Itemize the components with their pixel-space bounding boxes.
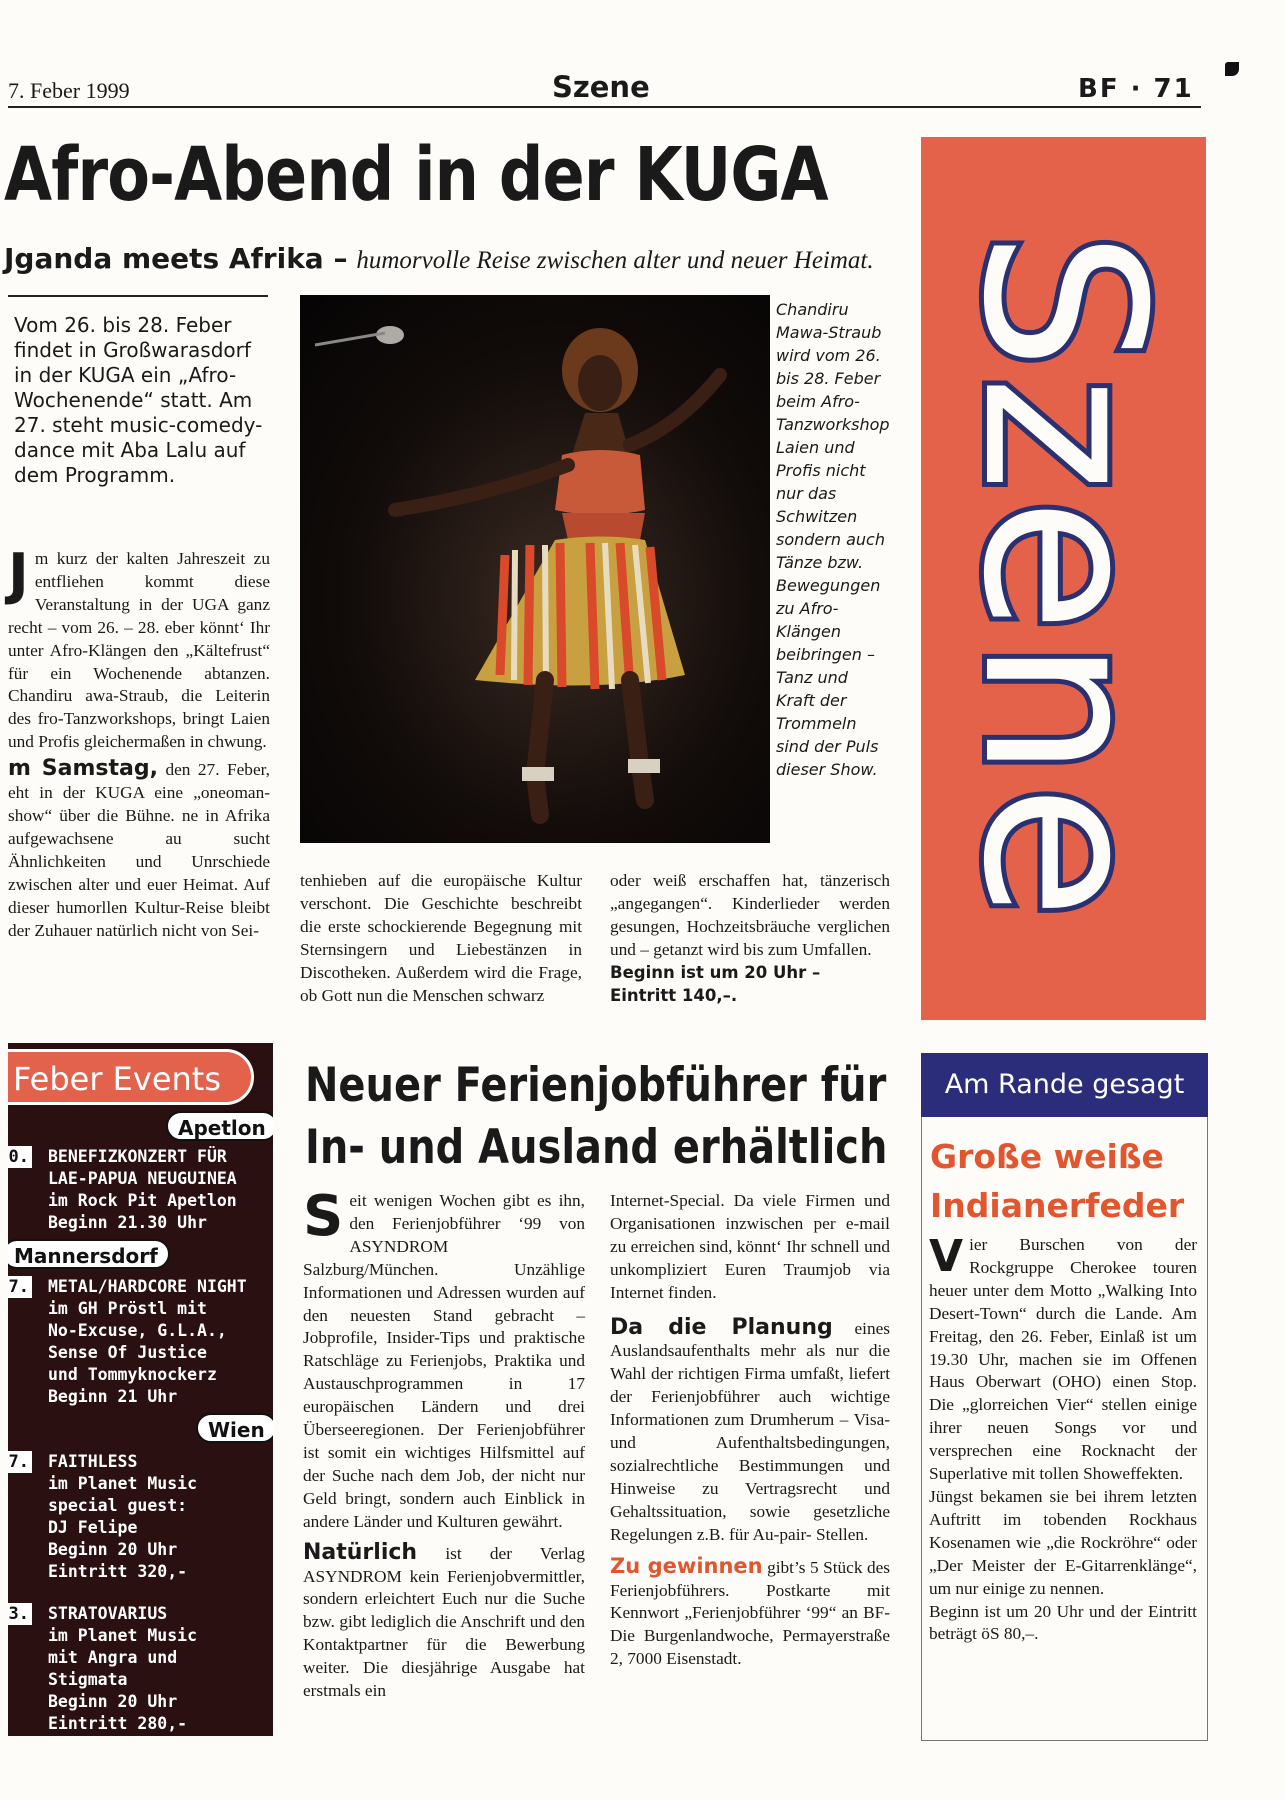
events-box (8, 1043, 273, 1736)
subhead-italic: humorvolle Reise zwischen alter und neuer Heimat. (356, 247, 874, 274)
location-wien: Wien (196, 1413, 273, 1443)
article-column-2: tenhieben auf die europäische Kultur verschont. Die Geschichte beschreibt die erste schockierende Begegnung mit Sternsingern und Liebestänzen in Discotheken. Außerdem wird die Frage, ob Gott nun die Menschen schwarz (300, 871, 582, 1005)
article2-body-2: ist der Verlag ASYNDROM kein Ferienjobvermittler, sondern erleichtert Euch nur die Suche bzw. gibt lediglich die Anschrift und den Kontaktpartner für die Bewerbung weiter. Die diesjährige Ausgabe hat erstmals ein (303, 1543, 585, 1701)
article-body-1: m kurz der kalten Jahreszeit zu entfliehen kommt diese Veranstaltung in der UGA ganz recht – vom 26. – 28. eber könnt‘ Ihr unter Afro-Klängen den „Kältefrust“ für ein Wochenende abtanzen. Chandiru awa-Straub, die Leiterin des fro-Tanzworkshops, bringt Laien und Profis gleichermaßen in chwung. (8, 549, 270, 752)
article2-headline-line1: Neuer Ferienjobführer für (305, 1058, 887, 1113)
article2-body-5: gibt’s 5 Stück des Ferienjobführers. Postkarte mit Kennwort „Ferienjobführer ‘99“ an BF-Die Burgenlandwoche, Permayerstraße 2, 7000 Eisenstadt. (610, 1557, 890, 1669)
event-text: STRATOVARIUS im Planet Music mit Angra und Stigmata Beginn 20 Uhr Eintritt 280,- (48, 1604, 198, 1733)
dancer-photo (300, 295, 770, 843)
event-text: METAL/HARDCORE NIGHT im GH Pröstl mit No-Excuse, G.L.A., Sense Of Justice und Tommyknockerz Beginn 21 Uhr (48, 1277, 247, 1406)
runin-head: Natürlich (303, 1539, 418, 1565)
article2-body-4: eines Auslandsaufenthalts mehr als nur die Wahl der richtigen Firma umfaßt, liefert der Ferienjobführer auch wichtige Informationen zum Drumherum – Visa- und Aufenthaltsbedingungen, sozialrechtliche Bestimmungen und Hinweise zu Vertragsrecht und Gehaltssituation, sowie gesetzliche Regelungen z.B. für Au-pair- Stellen. (610, 1318, 891, 1544)
runin-head: Da die Planung (610, 1314, 833, 1340)
location-apetlon: Apetlon (166, 1111, 273, 1141)
event-text: BENEFIZKONZERT FÜR LAE-PAPUA NEUGUINEA im Rock Pit Apetlon Beginn 21.30 Uhr (48, 1147, 237, 1232)
rande-body-2: Jüngst bekamen sie bei ihrem letzten Auftritt im tobenden Rockhaus Kosenamen wie „die Rockröhre“ oder „Der Meister der E-Gitarrenklänge“, um nur einige zu nennen. (929, 1486, 1197, 1598)
rande-body-1: ier Burschen von der Rockgruppe Cherokee touren heuer unter dem Motto „Walking Into Desert-Town“ durch die Lande. Am Freitag, den 26. Feber, Einlaß ist um 19.30 Uhr, machen sie im Offenen Haus Oberwart (OHO) einen Stop. Die „glorreichen Vier“ stellen einige ihrer neuen Songs vor und versprechen eine Rocknacht der Superlative mit tollen Showeffekten. (929, 1235, 1197, 1484)
dropcap: V (929, 1231, 964, 1282)
article-column-3 (610, 870, 890, 1007)
location-mannersdorf: Mannersdorf (8, 1239, 170, 1269)
header-rule (8, 106, 1201, 108)
article2-body-1: eit wenigen Wochen gibt es ihn, den Ferienjobführer ‘99 von ASYNDROM Salzburg/München. Unzählige Informationen und Adressen wurden auf den neuesten Stand gebracht – Jobprofile, Insider-Tips und praktische Ratschläge zu Ferienjobs, Praktika und Austauschprogrammen in 17 europäischen Ländern und drei Überseeregionen. Der Ferienjobführer ist somit ein wichtiges Hilfsmittel auf der Suche nach dem Job, der nicht nur Geld bringt, sondern auch Einblick in andere Länder und Kulturen gewährt. (303, 1191, 585, 1531)
events-title: Feber Events (8, 1049, 254, 1105)
corner-mark (1225, 62, 1239, 76)
runin-head: m Samstag, (8, 756, 158, 782)
article-lead: Vom 26. bis 28. Feber findet in Großwarasdorf in der KUGA ein „Afro-Wochenende“ statt. Am 27. steht music-comedy-dance mit Aba Lalu auf dem Programm. (14, 313, 263, 487)
event-day: 3. (8, 1603, 32, 1625)
lead-rule (8, 295, 268, 297)
article-body-2: den 27. Feber, eht in der KUGA eine „oneoman-show“ über die Bühne. ne in Afrika aufgewachsene au sucht Ähnlichkeiten und Unrschiede zwischen alter und euer Heimat. Auf dieser humorllen Kultur-Reise bleibt der Zuhauer natürlich nicht von Sei- (8, 760, 270, 940)
photo-caption: Chandiru Mawa-Straub wird vom 26. bis 28. Feber beim Afro-Tanzworkshop Laien und Profis nicht nur das Schwitzen sondern auch Tänze bzw. Bewegungen zu Afro-Klängen beibringen – Tanz und Kraft der Trommeln sind der Puls dieser Show. (776, 300, 890, 779)
article-subhead (4, 242, 874, 275)
rande-body (929, 1231, 1197, 1646)
info-line-2: Eintritt 140,–. (610, 985, 738, 1005)
dropcap: J (8, 542, 29, 607)
article2-headline (305, 1055, 887, 1179)
event-day: 0. (8, 1146, 32, 1168)
szene-vertical-box (921, 137, 1206, 1020)
section-title: Szene (552, 70, 650, 104)
article2-headline-line2: In- und Ausland erhältlich (305, 1120, 888, 1175)
article-headline: Afro-Abend in der KUGA (4, 132, 828, 218)
dancer-illustration (300, 295, 770, 843)
event-day: 7. (8, 1451, 32, 1473)
dropcap: S (303, 1184, 344, 1249)
issue-date: 7. Feber 1999 (8, 78, 130, 103)
page-number: BF · 71 (1078, 74, 1194, 104)
article-body-3: oder weiß erschaffen hat, tänzerisch „angegangen“. Kinderlieder werden gesungen, Hochzeitsbräuche verglichen und – getanzt wird bis zum Umfallen. (610, 871, 890, 959)
runin-head-orange: Zu gewinnen (610, 1553, 763, 1578)
article2-body-3: Internet-Special. Da viele Firmen und Organisationen inzwischen per e-mail zu erreichen sind, könnt‘ Ihr schnell und unkompliziert Euren Traumjob via Internet finden. (610, 1191, 890, 1302)
event-text: FAITHLESS im Planet Music special guest: DJ Felipe Beginn 20 Uhr Eintritt 320,- (48, 1452, 198, 1581)
rande-body-3: Beginn ist um 20 Uhr und der Eintritt beträgt öS 80,–. (929, 1601, 1197, 1644)
article-column-1 (8, 542, 270, 942)
article2-column-1 (303, 1184, 585, 1703)
event-day: 7. (8, 1276, 32, 1298)
article2-column-2 (610, 1190, 890, 1671)
rande-title: Große weiße Indianerfeder (930, 1137, 1185, 1225)
rande-label: Am Rande gesagt (921, 1053, 1208, 1117)
szene-vertical-text: Szene (935, 230, 1191, 926)
info-line-1: Beginn ist um 20 Uhr – (610, 962, 821, 982)
subhead-bold: Jganda meets Afrika – (4, 242, 348, 275)
